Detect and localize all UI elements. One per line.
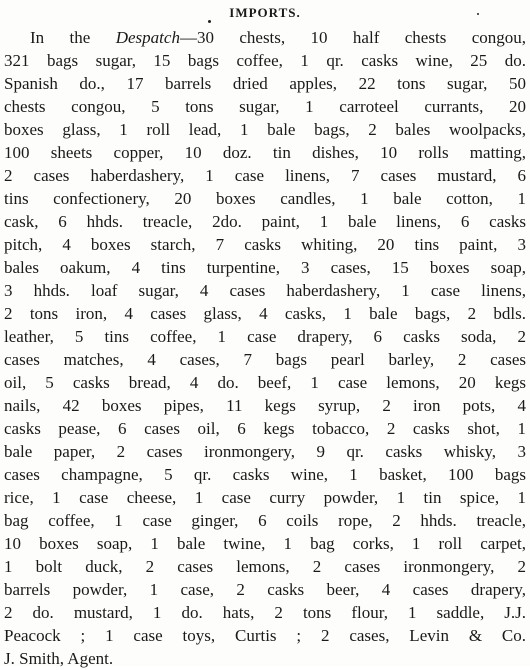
text-line: cask, 6 hhds. treacle, 2do. paint, 1 bale linens, 6 casks (4, 212, 526, 231)
ship-name: Despatch (115, 28, 180, 47)
text-line: 2 cases haberdashery, 1 case linens, 7 cases mustard, 6 (4, 166, 526, 185)
text-line: leather, 5 tins coffee, 1 case drapery, 6 casks soda, 2 (4, 327, 526, 346)
text-line: 2 tons iron, 4 cases glass, 4 casks, 1 bale bags, 2 bdls. (4, 304, 526, 323)
text-line: 100 sheets copper, 10 doz. tin dishes, 10 rolls matting, (4, 143, 526, 162)
text-line: 321 bags sugar, 15 bags coffee, 1 qr. casks wine, 25 do. (4, 51, 526, 70)
text-line: rice, 1 case cheese, 1 case curry powder, 1 tin spice, 1 (4, 488, 526, 507)
text-line: chests congou, 5 tons sugar, 1 carroteel currants, 20 (4, 97, 526, 116)
text-line: casks pease, 6 cases oil, 6 kegs tobacco, 2 casks shot, 1 (4, 419, 526, 438)
text-line: 3 hhds. loaf sugar, 4 cases haberdashery, 1 case linens, (4, 281, 526, 300)
text-line: tins confectionery, 20 boxes candles, 1 bale cotton, 1 (4, 189, 526, 208)
ink-speck (208, 20, 211, 23)
text-line: bale paper, 2 cases ironmongery, 9 qr. casks whisky, 3 (4, 442, 526, 461)
text-line: Peacock ; 1 case toys, Curtis ; 2 cases, Levin & Co. (4, 626, 526, 645)
text-line: bales oakum, 4 tins turpentine, 3 cases, 15 boxes soap, (4, 258, 526, 277)
text-line: boxes glass, 1 roll lead, 1 bale bags, 2 bales woolpacks, (4, 120, 526, 139)
text-line: 10 boxes soap, 1 bale twine, 1 bag corks, 1 roll carpet, (4, 534, 526, 553)
text-line: Spanish do., 17 barrels dried apples, 22 tons sugar, 50 (4, 74, 526, 93)
text-line: cases champagne, 5 qr. casks wine, 1 basket, 100 bags (4, 465, 526, 484)
text-line: pitch, 4 boxes starch, 7 casks whiting, 20 tins paint, 3 (4, 235, 526, 254)
signature-line: J. Smith, Agent. (4, 649, 114, 668)
text-line: 2 do. mustard, 1 do. hats, 2 tons flour, 1 saddle, J.J. (4, 603, 526, 622)
text-line: oil, 5 casks bread, 4 do. beef, 1 case lemons, 20 kegs (4, 373, 526, 392)
text-line: barrels powder, 1 case, 2 casks beer, 4 cases drapery, (4, 580, 526, 599)
text-line: nails, 42 boxes pipes, 11 kegs syrup, 2 iron pots, 4 (4, 396, 526, 415)
text-line: cases matches, 4 cases, 7 bags pearl barley, 2 cases (4, 350, 526, 369)
intro-cargo: —30 chests, 10 half chests congou, (179, 28, 526, 47)
text-line: bag coffee, 1 case ginger, 6 coils rope, 2 hhds. treacle, (4, 511, 526, 530)
intro-text: In the (30, 28, 116, 47)
text-line: 1 bolt duck, 2 cases lemons, 2 cases ironmongery, 2 (4, 557, 526, 576)
text-line (4, 26, 526, 49)
ink-speck (477, 13, 479, 15)
section-heading: IMPORTS. (229, 5, 301, 20)
imports-paragraph (4, 26, 526, 670)
